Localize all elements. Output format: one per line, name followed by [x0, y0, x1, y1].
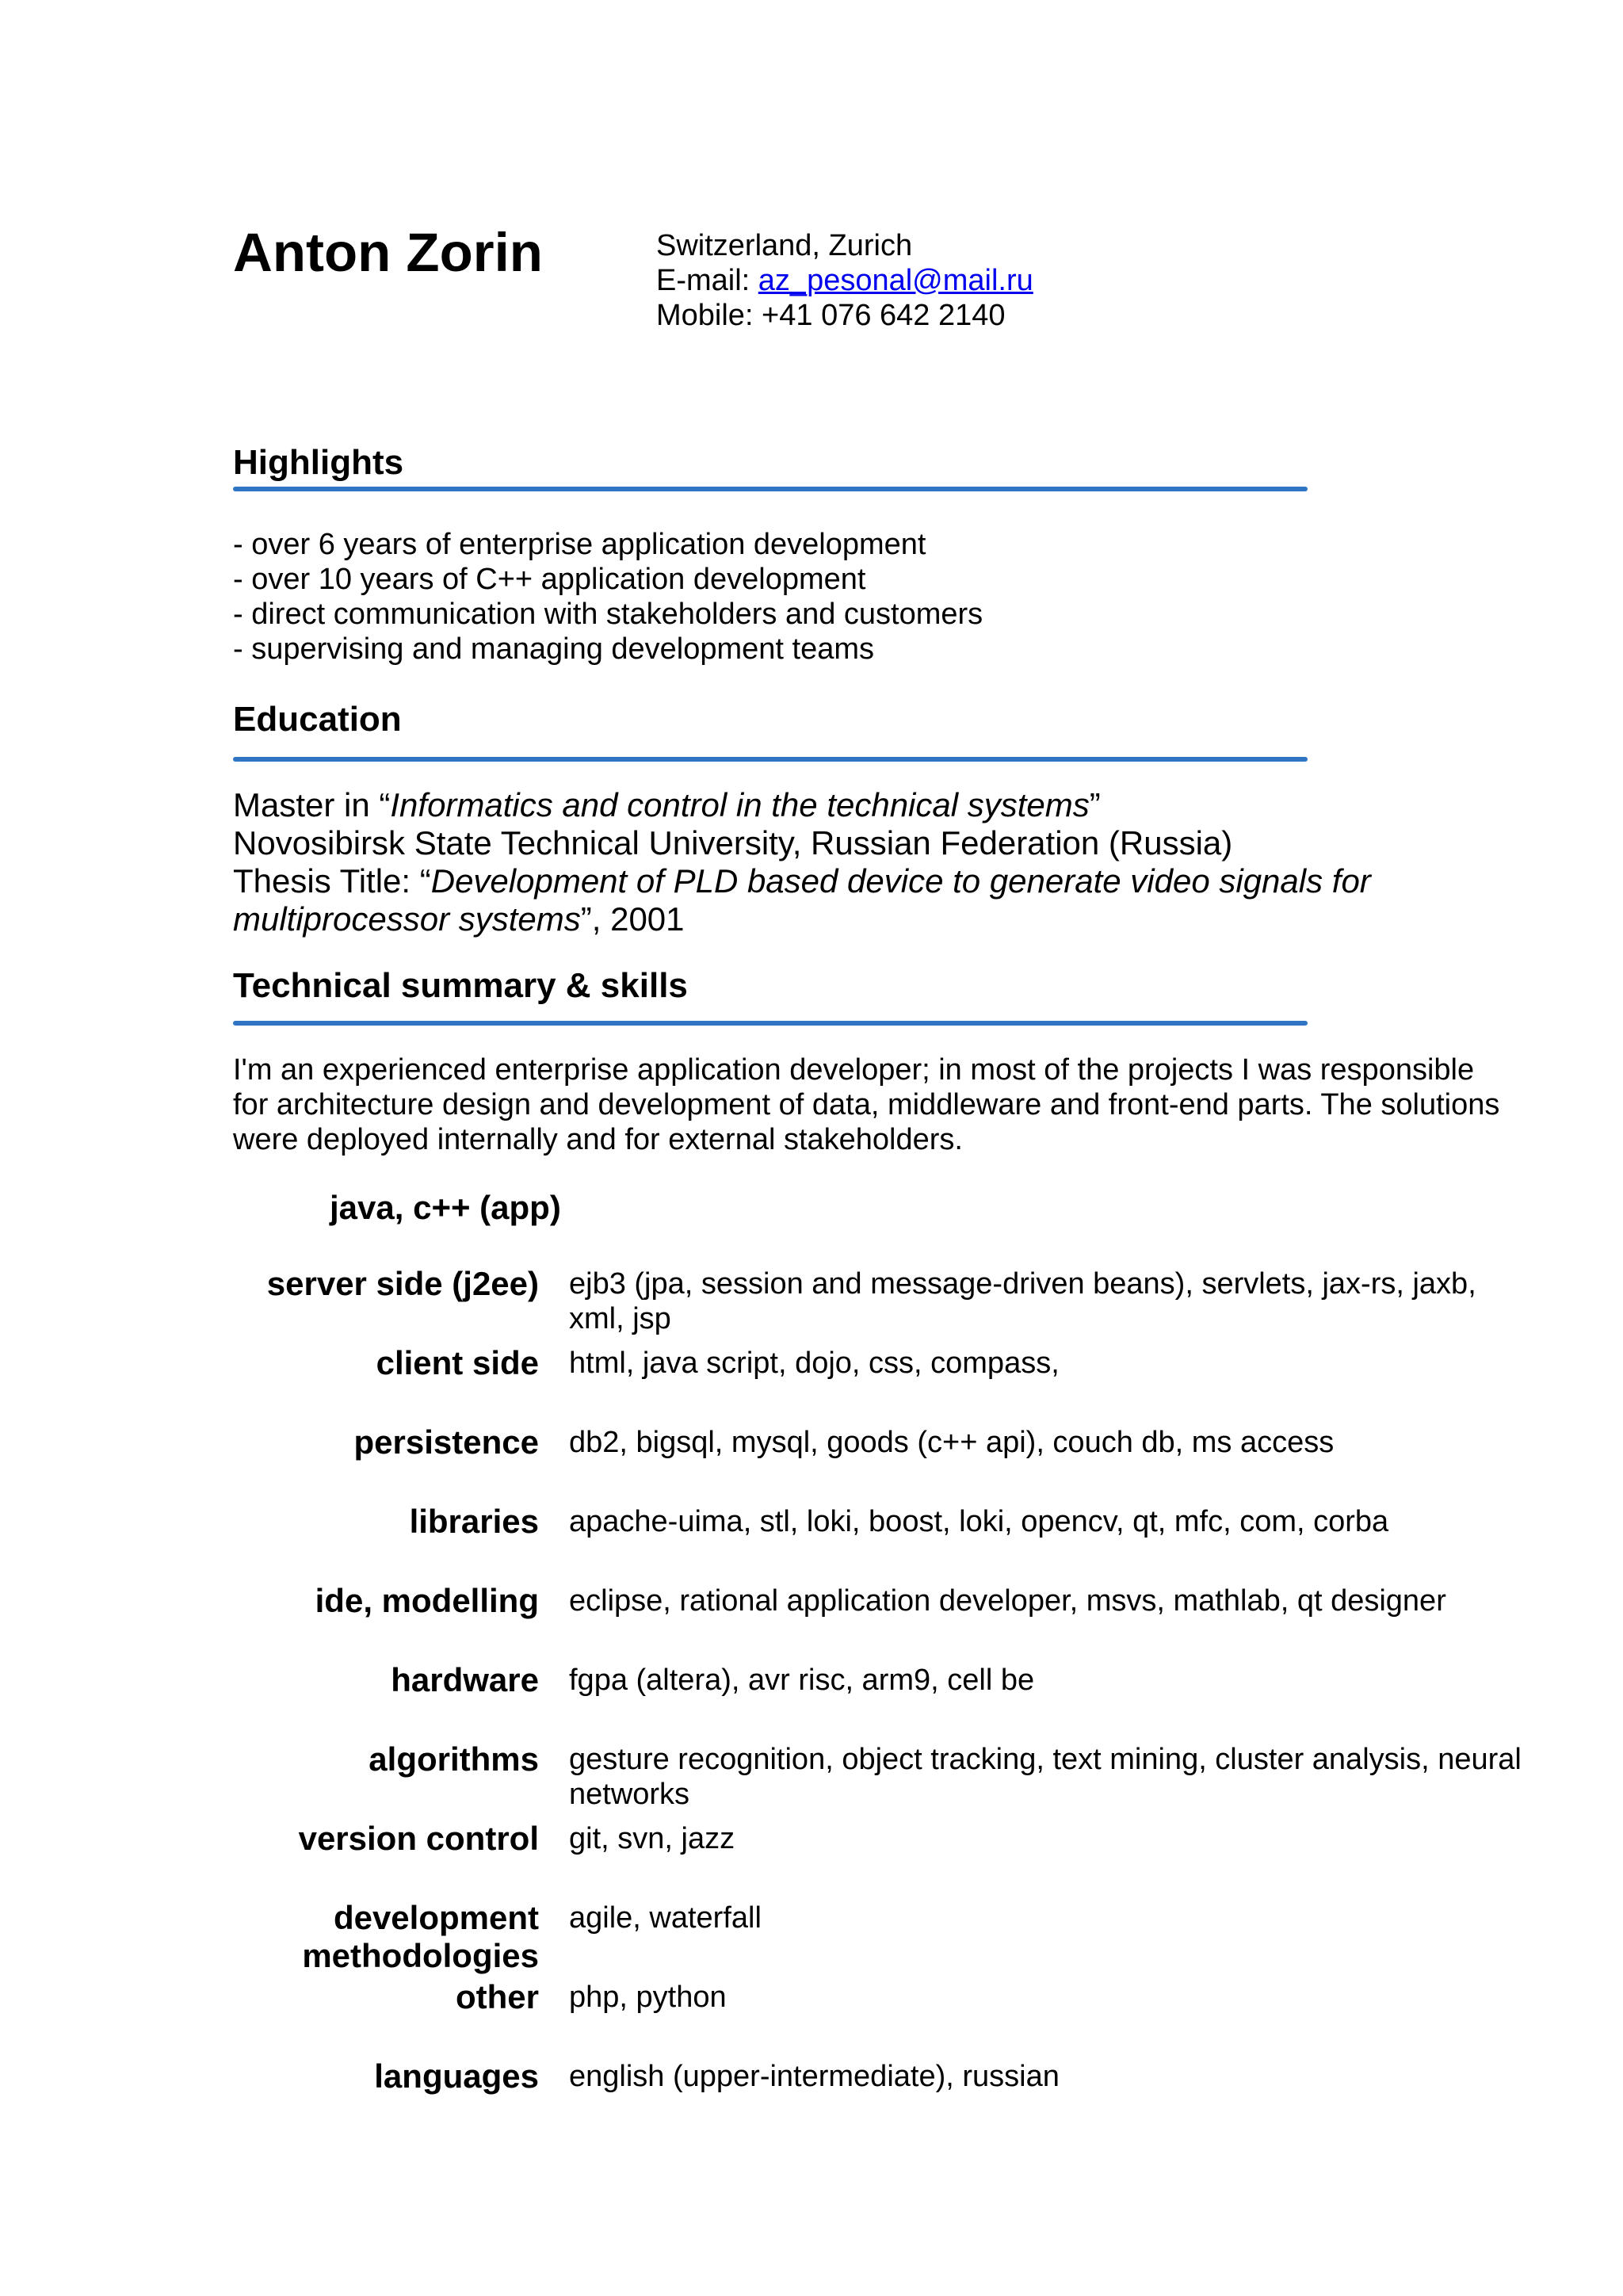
- degree: [233, 786, 1371, 824]
- email-label: E-mail:: [656, 264, 758, 297]
- education-body: [233, 786, 1371, 938]
- skill-value: db2, bigsql, mysql, goods (c++ api), couch db, ms access: [569, 1426, 1335, 1459]
- location: Switzerland, Zurich: [656, 229, 913, 262]
- mobile: Mobile: +41 076 642 2140: [656, 299, 1006, 332]
- skill-value: agile, waterfall: [569, 1901, 762, 1935]
- thesis-prefix: Thesis Title: “: [233, 862, 431, 900]
- candidate-name: Anton Zorin: [233, 222, 543, 283]
- thesis-line-1: [233, 862, 1371, 900]
- skill-value: gesture recognition, object tracking, text mining, cluster analysis, neural networks: [569, 1743, 1522, 1811]
- skill-label: client side: [376, 1344, 539, 1381]
- skill-label: version control: [298, 1820, 539, 1857]
- thesis-title-part-2: multiprocessor systems: [233, 900, 581, 938]
- technical-summary: [233, 1052, 1533, 1157]
- summary-line: for architecture design and development of data, middleware and front-end parts. The solutions: [233, 1088, 1500, 1121]
- contact-block: [656, 228, 1033, 333]
- summary-line: were deployed internally and for external stakeholders.: [233, 1123, 963, 1156]
- skill-value: git, svn, jazz: [569, 1822, 735, 1855]
- skill-value: fgpa (altera), avr risc, arm9, cell be: [569, 1664, 1035, 1697]
- thesis-line-2: [233, 900, 1371, 938]
- thesis-suffix: ”, 2001: [580, 900, 685, 938]
- summary-line: I'm an experienced enterprise application developer; in most of the projects I was responsible: [233, 1053, 1475, 1087]
- highlight-item: - supervising and managing development teams: [233, 632, 875, 666]
- email-line: [656, 263, 1033, 298]
- skill-label: languages: [374, 2057, 539, 2095]
- highlight-item: - over 10 years of C++ application development: [233, 563, 866, 596]
- university: Novosibirsk State Technical University, Russian Federation (Russia): [233, 824, 1233, 861]
- highlight-item: - over 6 years of enterprise application development: [233, 528, 926, 561]
- highlights-divider: [233, 487, 1308, 491]
- skill-value: eclipse, rational application developer, msvs, mathlab, qt designer: [569, 1584, 1446, 1618]
- highlights-list: [233, 527, 983, 667]
- technical-title: Technical summary & skills: [233, 966, 688, 1005]
- education-title: Education: [233, 700, 402, 739]
- skill-label: other: [456, 1978, 539, 2015]
- skill-label: hardware: [391, 1661, 539, 1698]
- skill-label: libraries: [409, 1503, 539, 1540]
- skill-label: development methodologies: [302, 1899, 539, 1974]
- degree-field: Informatics and control in the technical systems: [390, 786, 1090, 823]
- education-divider: [233, 757, 1308, 762]
- highlight-item: - direct communication with stakeholders and customers: [233, 598, 983, 631]
- degree-suffix: ”: [1089, 786, 1101, 823]
- skill-value: php, python: [569, 1981, 727, 2014]
- skill-value: html, java script, dojo, css, compass,: [569, 1347, 1060, 1380]
- highlights-title: Highlights: [233, 443, 404, 482]
- skill-label: java, c++ (app): [330, 1189, 561, 1226]
- email-link[interactable]: az_pesonal@mail.ru: [758, 264, 1033, 297]
- skill-value: apache-uima, stl, loki, boost, loki, opencv, qt, mfc, com, corba: [569, 1505, 1389, 1538]
- skill-value: ejb3 (jpa, session and message-driven beans), servlets, jax-rs, jaxb, xml, jsp: [569, 1267, 1476, 1335]
- skill-label: algorithms: [369, 1740, 539, 1778]
- skill-label: persistence: [353, 1423, 539, 1461]
- skill-label: ide, modelling: [315, 1582, 539, 1619]
- thesis-title-part-1: Development of PLD based device to generate video signals for: [430, 862, 1371, 900]
- skill-label: server side (j2ee): [266, 1265, 539, 1302]
- technical-divider: [233, 1021, 1308, 1026]
- degree-prefix: Master in “: [233, 786, 391, 823]
- skill-value: english (upper-intermediate), russian: [569, 2060, 1060, 2093]
